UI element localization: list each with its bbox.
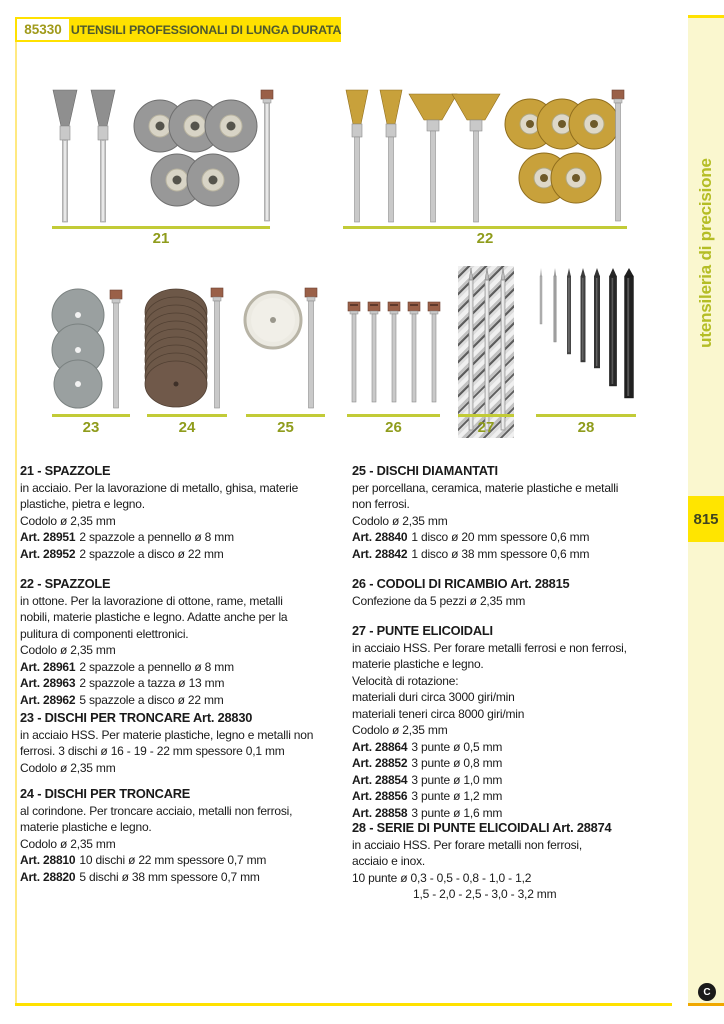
figure-24-number: 24: [178, 419, 196, 436]
body-line: al corindone. Per troncare acciaio, metalli non ferrosi,: [20, 803, 293, 818]
figure-28-number: 28: [577, 419, 595, 436]
art-row: Art. 28858 3 punte ø 1,6 mm: [352, 805, 503, 820]
body-line: 10 punte ø 0,3 - 0,5 - 0,8 - 1,0 - 1,2: [352, 870, 532, 885]
body-line: materie plastiche e legno.: [352, 657, 484, 671]
publisher-c-logo-icon: C: [698, 983, 716, 1001]
art-row: Art. 28856 3 punte ø 1,2 mm: [352, 789, 503, 803]
mandrel-icon: [110, 290, 122, 408]
figure-26-spare-mandrels: [345, 290, 443, 408]
body-line: materie plastiche e legno.: [20, 820, 152, 834]
body-line: in ottone. Per la lavorazione di ottone, rame, metalli: [20, 593, 283, 608]
art-row: Art. 28961 2 spazzole a pennello ø 8 mm: [20, 659, 234, 674]
art-row: Art. 28962 5 spazzole a disco ø 22 mm: [20, 692, 224, 707]
art-row: Art. 28842 1 disco ø 38 mm spessore 0,6 mm: [352, 546, 590, 561]
body-line: Codolo ø 2,35 mm: [352, 513, 448, 528]
section-26-heading: 26 - CODOLI DI RICAMBIO Art. 28815: [352, 576, 570, 591]
art-row: Art. 28854 3 punte ø 1,0 mm: [352, 772, 503, 787]
figure-22-brass-brush-set: [338, 88, 630, 228]
figure-23-number: 23: [82, 419, 100, 436]
body-line: Codolo ø 2,35 mm: [20, 643, 116, 657]
pencil-brush-icon: [346, 90, 402, 222]
section-25: [352, 463, 682, 562]
disc-brush-icons: [134, 100, 257, 206]
art-row: Art. 28864 3 punte ø 0,5 mm: [352, 739, 503, 754]
side-strip-top-cap: [688, 15, 724, 18]
art-row: Art. 28820 5 dischi ø 38 mm spessore 0,7 mm: [20, 869, 260, 884]
mandrel-icons: [348, 302, 440, 402]
body-line: 1,5 - 2,0 - 2,5 - 3,0 - 3,2 mm: [413, 887, 557, 901]
section-27-heading: 27 - PUNTE ELICOIDALI: [352, 623, 493, 638]
section-23-heading: 23 - DISCHI PER TRONCARE Art. 28830: [20, 710, 253, 725]
mandrel-icon: [305, 288, 317, 408]
section-27: [352, 623, 682, 821]
disc-brush-icons: [505, 99, 619, 203]
body-line: plastiche, pietra e legno.: [20, 497, 145, 511]
section-25-heading: 25 - DISCHI DIAMANTATI: [352, 463, 498, 478]
body-line: Codolo ø 2,35 mm: [20, 760, 116, 775]
body-line: in acciaio HSS. Per forare metalli ferrosi e non ferrosi,: [352, 640, 627, 655]
body-line: Codolo ø 2,35 mm: [20, 836, 116, 851]
figure-22-number: 22: [476, 230, 494, 247]
mandrel-icon: [211, 288, 223, 408]
body-line: nobili, materie plastiche e legno. Adatte anche per la: [20, 610, 288, 624]
body-line: per porcellana, ceramica, materie plastiche e metalli: [352, 480, 619, 495]
body-line: in acciaio. Per la lavorazione di metallo, ghisa, materie: [20, 480, 299, 495]
figure-21-rule: [52, 226, 270, 229]
body-line: non ferrosi.: [352, 497, 410, 511]
figure-26-rule: [347, 414, 440, 417]
disc-stack-icon: [145, 289, 207, 407]
diamond-disc-icon: [245, 292, 301, 348]
section-21: [20, 463, 350, 562]
art-row: Art. 28852 3 punte ø 0,8 mm: [352, 756, 503, 770]
body-line: Confezione da 5 pezzi ø 2,35 mm: [352, 593, 526, 608]
figure-23-rule: [52, 414, 130, 417]
mandrel-icon: [261, 90, 273, 221]
figure-24-rule: [147, 414, 227, 417]
section-22-heading: 22 - SPAZZOLE: [20, 576, 111, 591]
figure-28-twist-drill-series: [533, 266, 637, 412]
figure-21-steel-brush-set: [35, 88, 285, 228]
section-24: [20, 786, 350, 885]
body-line: Velocità di rotazione:: [352, 673, 459, 688]
figure-21-number: 21: [152, 230, 170, 247]
page-code-badge: 85330: [15, 17, 71, 42]
pencil-brush-icon: [53, 90, 115, 222]
drill-bit-icons: [458, 266, 514, 438]
figure-25-rule: [246, 414, 325, 417]
figure-22-rule: [343, 226, 627, 229]
cup-brush-icon: [409, 94, 500, 222]
bottom-border-rule: [15, 1003, 672, 1006]
body-line: materiali teneri circa 8000 giri/min: [352, 706, 525, 721]
cutting-disc-icons: [52, 289, 104, 408]
banner-title: UTENSILI PROFESSIONALI DI LUNGA DURATA: [71, 17, 341, 42]
section-24-heading: 24 - DISCHI PER TRONCARE: [20, 786, 191, 801]
page-number-badge: 815: [688, 496, 724, 542]
figure-23-hss-cutting-discs: [48, 288, 130, 410]
figure-27-twist-drills: [458, 266, 514, 438]
body-line: ferrosi. 3 dischi ø 16 - 19 - 22 mm spessore 0,1 mm: [20, 744, 285, 758]
body-line: materiali duri circa 3000 giri/min: [352, 690, 515, 704]
figure-24-corundum-disc-stack: [143, 286, 231, 410]
figure-27-number: 27: [477, 419, 495, 436]
section-23: [20, 710, 350, 776]
side-strip-bottom-cap: [688, 1003, 724, 1006]
art-row: Art. 28840 1 disco ø 20 mm spessore 0,6 mm: [352, 530, 590, 544]
drill-bit-icons: [540, 268, 634, 398]
body-line: in acciaio HSS. Per forare metalli non ferrosi,: [352, 837, 583, 852]
figure-25-number: 25: [277, 419, 294, 436]
section-22: [20, 576, 350, 708]
section-21-heading: 21 - SPAZZOLE: [20, 463, 111, 478]
section-26: [352, 576, 682, 609]
art-row: Art. 28810 10 dischi ø 22 mm spessore 0,7 mm: [20, 853, 267, 867]
body-line: acciaio e inox.: [352, 854, 426, 868]
section-28: [352, 820, 682, 903]
body-line: Codolo ø 2,35 mm: [20, 513, 116, 528]
body-line: in acciaio HSS. Per materie plastiche, legno e metalli non: [20, 727, 314, 742]
left-border-rule: [15, 42, 17, 1004]
art-row: Art. 28951 2 spazzole a pennello ø 8 mm: [20, 530, 234, 544]
art-row: Art. 28963 2 spazzole a tazza ø 13 mm: [20, 676, 225, 690]
figure-27-rule: [458, 414, 514, 417]
body-line: pulitura di componenti elettronici.: [20, 626, 189, 641]
section-28-heading: 28 - SERIE DI PUNTE ELICOIDALI Art. 28874: [352, 820, 612, 835]
figure-28-rule: [536, 414, 636, 417]
side-category-label: utensileria di precisione: [696, 158, 715, 348]
figure-25-diamond-disc: [243, 286, 327, 410]
body-line: Codolo ø 2,35 mm: [352, 723, 448, 737]
art-row: Art. 28952 2 spazzole a disco ø 22 mm: [20, 546, 224, 561]
figure-26-number: 26: [385, 419, 402, 436]
